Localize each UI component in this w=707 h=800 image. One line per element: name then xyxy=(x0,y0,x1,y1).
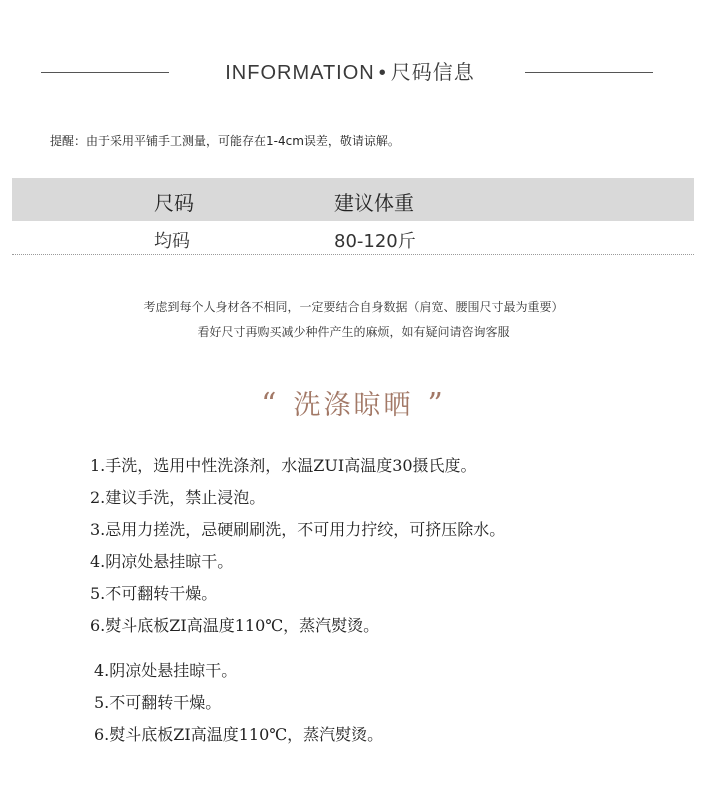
list-item: 2.建议手洗，禁止浸泡。 xyxy=(90,488,266,507)
title-cn: 尺码信息 xyxy=(390,62,475,84)
list-item: 5.不可翻转干燥。 xyxy=(94,693,222,712)
list-item: 4.阴凉处悬挂晾干。 xyxy=(94,661,238,680)
list-item: 6.熨斗底板ZI高温度110℃，蒸汽熨烫。 xyxy=(94,725,384,744)
care-instructions xyxy=(90,450,505,642)
quote-close: ” xyxy=(427,387,446,422)
list-item: 6.熨斗底板ZI高温度110℃，蒸汽熨烫。 xyxy=(90,616,380,635)
column-header-size: 尺码 xyxy=(154,191,194,215)
table-row xyxy=(12,221,694,255)
care-title-text: 洗涤晾晒 xyxy=(293,390,414,421)
size-advice-line: 考虑到每个人身材各不相同，一定要结合自身数据（肩宽、腰围尺寸最为重要） xyxy=(143,300,564,314)
size-advice xyxy=(0,295,707,345)
page-title xyxy=(205,58,495,88)
care-instructions-repeat xyxy=(94,655,383,751)
header-divider-left xyxy=(41,72,169,73)
measurement-notice: 提醒：由于采用平铺手工测量，可能存在1-4cm误差，敬请谅解。 xyxy=(50,134,400,148)
list-item: 3.忌用力搓洗，忌硬刷刷洗，不可用力拧绞，可挤压除水。 xyxy=(90,520,506,539)
size-table xyxy=(12,178,694,255)
title-en: INFORMATION xyxy=(225,62,375,84)
title-separator: • xyxy=(378,62,387,84)
list-item: 5.不可翻转干燥。 xyxy=(90,584,218,603)
list-item: 1.手洗，选用中性洗涤剂，水温ZUI高温度30摄氏度。 xyxy=(90,456,477,475)
list-item: 4.阴凉处悬挂晾干。 xyxy=(90,552,234,571)
header-divider-right xyxy=(525,72,653,73)
cell-size: 均码 xyxy=(154,231,190,252)
cell-weight: 80-120斤 xyxy=(334,231,416,252)
size-advice-line: 看好尺寸再购买减少种件产生的麻烦，如有疑问请咨询客服 xyxy=(197,325,510,339)
care-section-title xyxy=(0,383,707,422)
table-header xyxy=(12,178,694,221)
header-row xyxy=(0,58,707,88)
quote-open: “ xyxy=(261,387,280,422)
column-header-weight: 建议体重 xyxy=(334,191,414,215)
